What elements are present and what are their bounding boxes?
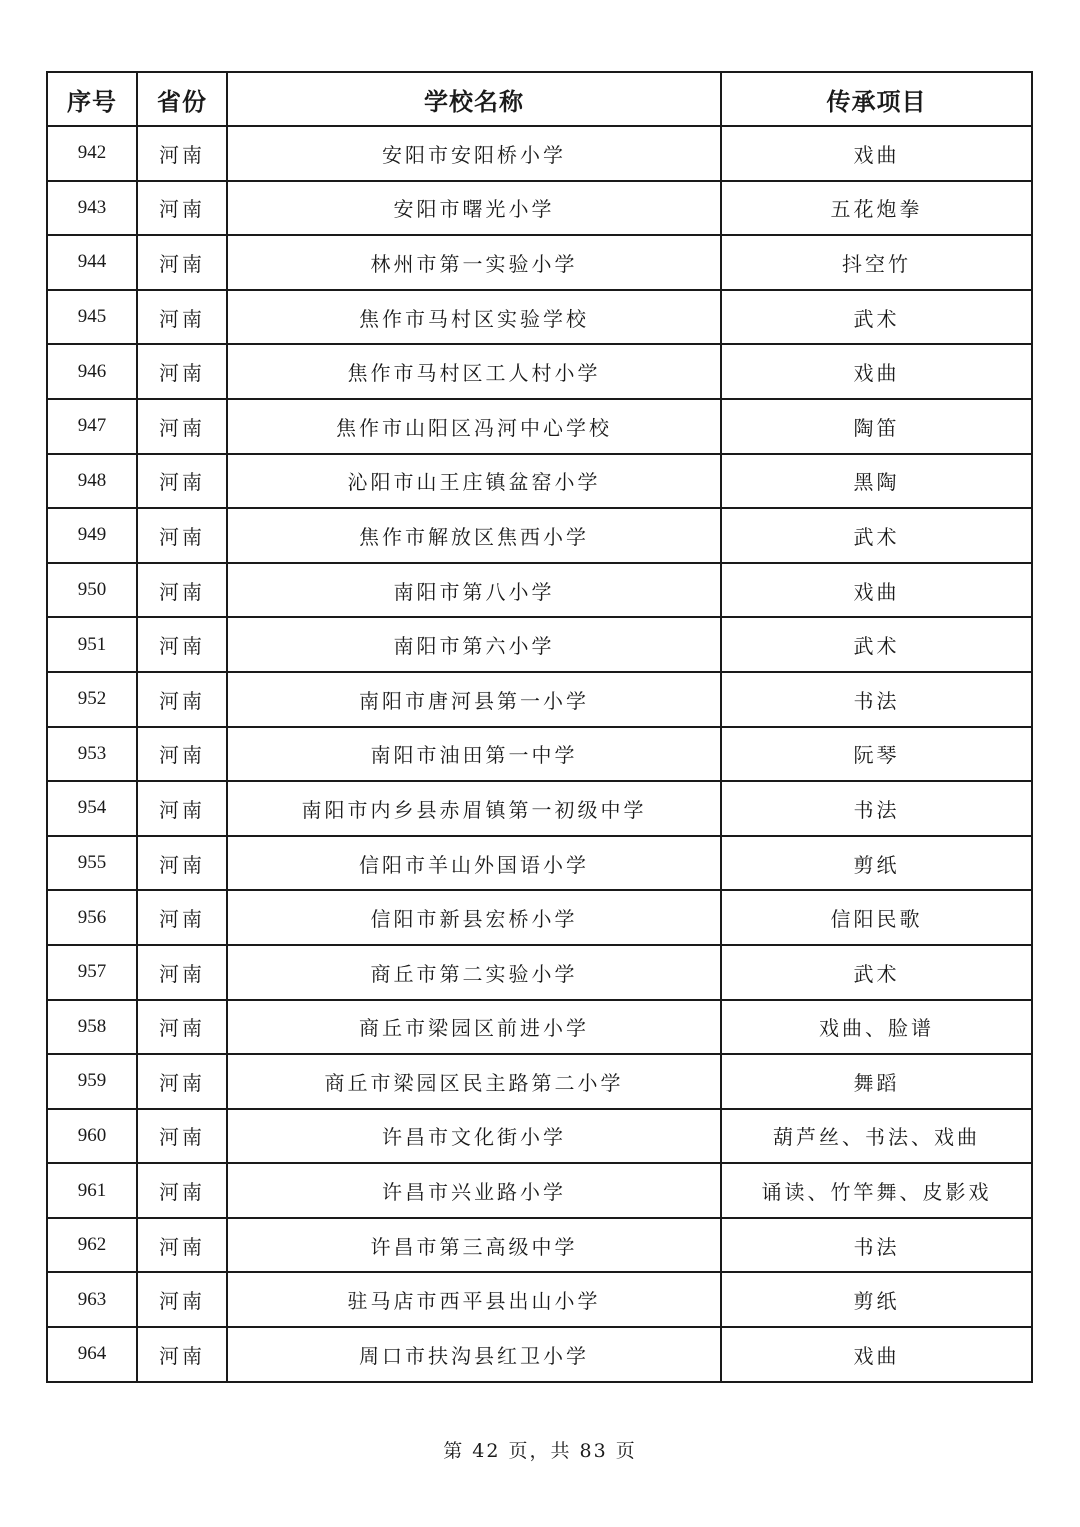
table-row (47, 836, 1032, 891)
table-body (47, 126, 1032, 1382)
header-school-name: 学校名称 (227, 72, 721, 126)
cell-heritage-project: 剪纸 (721, 836, 1032, 891)
cell-serial-number: 955 (47, 836, 137, 891)
cell-serial-number: 964 (47, 1327, 137, 1382)
cell-heritage-project: 武术 (721, 617, 1032, 672)
cell-school-name: 南阳市唐河县第一小学 (227, 672, 721, 727)
cell-province: 河南 (137, 344, 227, 399)
table-row (47, 399, 1032, 454)
table-row (47, 1327, 1032, 1382)
table-row (47, 126, 1032, 181)
table-row (47, 508, 1032, 563)
cell-heritage-project: 武术 (721, 945, 1032, 1000)
cell-province: 河南 (137, 399, 227, 454)
cell-school-name: 焦作市山阳区冯河中心学校 (227, 399, 721, 454)
cell-school-name: 商丘市第二实验小学 (227, 945, 721, 1000)
table-row (47, 235, 1032, 290)
cell-school-name: 南阳市第八小学 (227, 563, 721, 618)
cell-serial-number: 948 (47, 454, 137, 509)
table-row (47, 1163, 1032, 1218)
header-province: 省份 (137, 72, 227, 126)
cell-school-name: 信阳市羊山外国语小学 (227, 836, 721, 891)
cell-school-name: 焦作市马村区工人村小学 (227, 344, 721, 399)
cell-school-name: 信阳市新县宏桥小学 (227, 890, 721, 945)
cell-heritage-project: 黑陶 (721, 454, 1032, 509)
cell-heritage-project: 五花炮拳 (721, 181, 1032, 236)
cell-serial-number: 960 (47, 1109, 137, 1164)
cell-serial-number: 954 (47, 781, 137, 836)
cell-heritage-project: 诵读、竹竿舞、皮影戏 (721, 1163, 1032, 1218)
cell-heritage-project: 书法 (721, 1218, 1032, 1273)
cell-province: 河南 (137, 126, 227, 181)
header-heritage-project: 传承项目 (721, 72, 1032, 126)
table-row (47, 290, 1032, 345)
cell-serial-number: 943 (47, 181, 137, 236)
cell-serial-number: 952 (47, 672, 137, 727)
cell-serial-number: 953 (47, 727, 137, 782)
cell-serial-number: 961 (47, 1163, 137, 1218)
cell-province: 河南 (137, 563, 227, 618)
table-row (47, 672, 1032, 727)
cell-serial-number: 942 (47, 126, 137, 181)
cell-province: 河南 (137, 1272, 227, 1327)
header-serial-number: 序号 (47, 72, 137, 126)
cell-province: 河南 (137, 1327, 227, 1382)
cell-serial-number: 958 (47, 1000, 137, 1055)
table-row (47, 181, 1032, 236)
page-footer (0, 1436, 1080, 1463)
cell-heritage-project: 戏曲 (721, 344, 1032, 399)
cell-heritage-project: 舞蹈 (721, 1054, 1032, 1109)
cell-province: 河南 (137, 727, 227, 782)
cell-school-name: 驻马店市西平县出山小学 (227, 1272, 721, 1327)
cell-school-name: 焦作市解放区焦西小学 (227, 508, 721, 563)
cell-school-name: 周口市扶沟县红卫小学 (227, 1327, 721, 1382)
cell-heritage-project: 戏曲 (721, 563, 1032, 618)
cell-province: 河南 (137, 617, 227, 672)
cell-province: 河南 (137, 1000, 227, 1055)
cell-serial-number: 946 (47, 344, 137, 399)
cell-heritage-project: 书法 (721, 781, 1032, 836)
cell-heritage-project: 戏曲 (721, 1327, 1032, 1382)
cell-province: 河南 (137, 890, 227, 945)
cell-serial-number: 944 (47, 235, 137, 290)
table-row (47, 727, 1032, 782)
table-row (47, 1054, 1032, 1109)
cell-heritage-project: 陶笛 (721, 399, 1032, 454)
cell-heritage-project: 武术 (721, 508, 1032, 563)
cell-serial-number: 950 (47, 563, 137, 618)
cell-heritage-project: 阮琴 (721, 727, 1032, 782)
table-row (47, 563, 1032, 618)
cell-heritage-project: 戏曲、脸谱 (721, 1000, 1032, 1055)
cell-heritage-project: 武术 (721, 290, 1032, 345)
cell-province: 河南 (137, 235, 227, 290)
cell-province: 河南 (137, 781, 227, 836)
cell-school-name: 林州市第一实验小学 (227, 235, 721, 290)
cell-serial-number: 959 (47, 1054, 137, 1109)
cell-province: 河南 (137, 1163, 227, 1218)
cell-school-name: 许昌市文化街小学 (227, 1109, 721, 1164)
cell-school-name: 安阳市曙光小学 (227, 181, 721, 236)
cell-school-name: 沁阳市山王庄镇盆窑小学 (227, 454, 721, 509)
cell-heritage-project: 戏曲 (721, 126, 1032, 181)
cell-school-name: 南阳市油田第一中学 (227, 727, 721, 782)
cell-province: 河南 (137, 1218, 227, 1273)
cell-school-name: 许昌市兴业路小学 (227, 1163, 721, 1218)
table-row (47, 1109, 1032, 1164)
cell-school-name: 焦作市马村区实验学校 (227, 290, 721, 345)
cell-province: 河南 (137, 1109, 227, 1164)
page-number-label: 第 42 页，共 83 页 (443, 1440, 637, 1462)
table-header (47, 72, 1032, 126)
cell-province: 河南 (137, 290, 227, 345)
cell-heritage-project: 书法 (721, 672, 1032, 727)
cell-heritage-project: 抖空竹 (721, 235, 1032, 290)
table-row (47, 1272, 1032, 1327)
table-row (47, 454, 1032, 509)
cell-school-name: 南阳市第六小学 (227, 617, 721, 672)
table-row (47, 1000, 1032, 1055)
cell-province: 河南 (137, 672, 227, 727)
cell-serial-number: 963 (47, 1272, 137, 1327)
table-row (47, 781, 1032, 836)
cell-province: 河南 (137, 508, 227, 563)
cell-school-name: 商丘市梁园区民主路第二小学 (227, 1054, 721, 1109)
table-row (47, 344, 1032, 399)
cell-school-name: 商丘市梁园区前进小学 (227, 1000, 721, 1055)
cell-province: 河南 (137, 836, 227, 891)
cell-serial-number: 957 (47, 945, 137, 1000)
table-row (47, 1218, 1032, 1273)
table-row (47, 890, 1032, 945)
table-row (47, 945, 1032, 1000)
school-list-table (46, 71, 1033, 1383)
cell-school-name: 南阳市内乡县赤眉镇第一初级中学 (227, 781, 721, 836)
cell-serial-number: 947 (47, 399, 137, 454)
cell-serial-number: 956 (47, 890, 137, 945)
cell-serial-number: 945 (47, 290, 137, 345)
cell-serial-number: 949 (47, 508, 137, 563)
cell-province: 河南 (137, 181, 227, 236)
cell-province: 河南 (137, 1054, 227, 1109)
cell-school-name: 安阳市安阳桥小学 (227, 126, 721, 181)
cell-serial-number: 962 (47, 1218, 137, 1273)
cell-serial-number: 951 (47, 617, 137, 672)
cell-heritage-project: 信阳民歌 (721, 890, 1032, 945)
cell-province: 河南 (137, 454, 227, 509)
cell-school-name: 许昌市第三高级中学 (227, 1218, 721, 1273)
cell-province: 河南 (137, 945, 227, 1000)
cell-heritage-project: 葫芦丝、书法、戏曲 (721, 1109, 1032, 1164)
cell-heritage-project: 剪纸 (721, 1272, 1032, 1327)
table-row (47, 617, 1032, 672)
header-row (47, 72, 1032, 126)
